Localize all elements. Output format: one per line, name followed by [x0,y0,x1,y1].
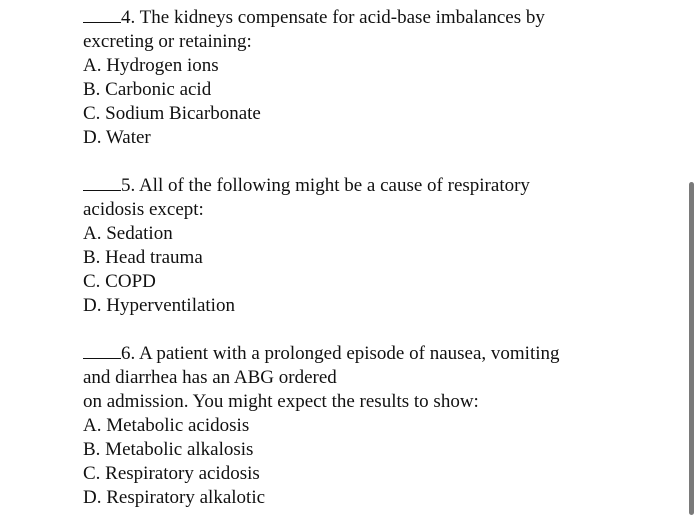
option-d: D. Water [83,127,151,148]
option-a: A. Sedation [83,223,173,244]
option-a: A. Metabolic acidosis [83,415,250,436]
question-stem [83,6,643,30]
answer-blank[interactable] [83,174,121,191]
question-text: 6. A patient with a prolonged episode of nausea, vomiting [121,343,560,364]
question-6 [83,342,643,510]
option-c: C. Sodium Bicarbonate [83,103,261,124]
option-b: B. Head trauma [83,247,203,268]
option-d: D. Hyperventilation [83,295,235,316]
quiz-document [83,6,643,510]
vertical-scrollbar[interactable] [689,182,694,515]
question-text-continued: on admission. You might expect the results to show: [83,391,479,412]
answer-blank[interactable] [83,6,121,23]
option-b: B. Carbonic acid [83,79,212,100]
option-d: D. Respiratory alkalotic [83,487,266,508]
answer-blank[interactable] [83,342,121,359]
question-4 [83,6,643,150]
option-c: C. Respiratory acidosis [83,463,260,484]
question-text: 4. The kidneys compensate for acid-base imbalances by [121,7,545,28]
question-stem [83,342,643,366]
question-text-continued: acidosis except: [83,199,204,220]
question-text: 5. All of the following might be a cause of respiratory [121,175,530,196]
question-text-continued: excreting or retaining: [83,31,252,52]
option-b: B. Metabolic alkalosis [83,439,254,460]
question-text-continued: and diarrhea has an ABG ordered [83,367,337,388]
option-a: A. Hydrogen ions [83,55,219,76]
question-stem [83,174,643,198]
question-5 [83,174,643,318]
option-c: C. COPD [83,271,156,292]
